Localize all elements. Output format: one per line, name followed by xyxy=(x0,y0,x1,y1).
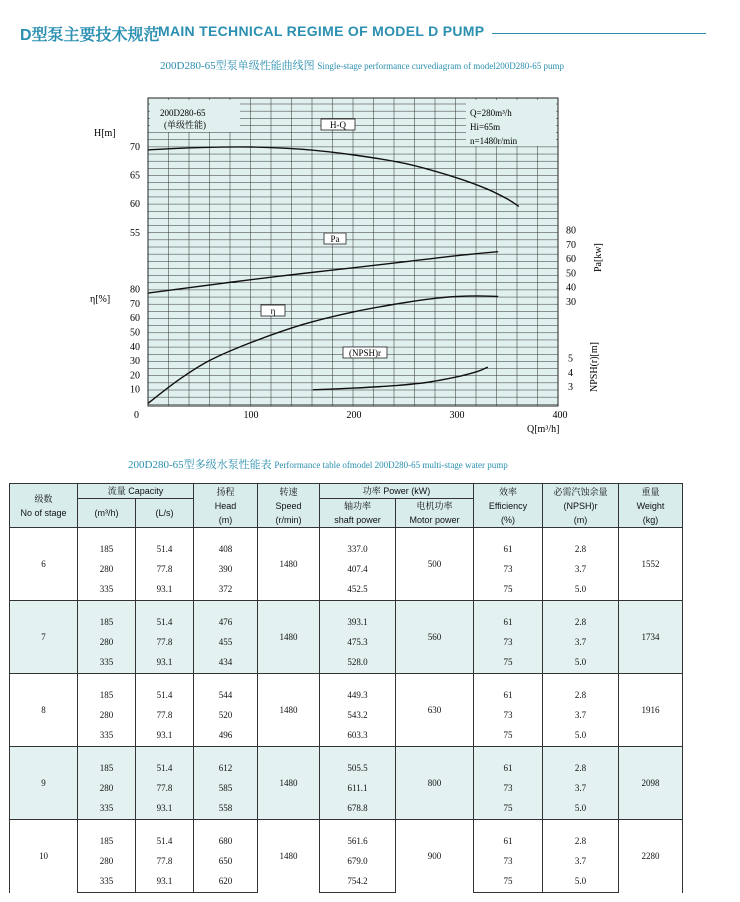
eta-tick-label: 50 xyxy=(130,327,140,339)
cell-shaft-power: 449.3 xyxy=(320,674,396,706)
npsh-tick-label: 5 xyxy=(568,353,573,365)
table-row xyxy=(10,528,683,560)
cell-capacity-ls: 51.4 xyxy=(136,747,194,779)
cell-capacity-ls: 77.8 xyxy=(136,705,194,725)
cell-efficiency: 75 xyxy=(474,871,543,893)
series-label-eta: η xyxy=(270,306,276,316)
eta-axis-ticks xyxy=(130,285,140,396)
cell-head: 476 xyxy=(194,601,258,633)
cell-capacity-m3h: 280 xyxy=(78,632,136,652)
cell-motor-power: 630 xyxy=(396,674,474,747)
cell-capacity-m3h: 185 xyxy=(78,528,136,560)
x-tick-label: 400 xyxy=(552,410,568,421)
cell-speed: 1480 xyxy=(258,528,320,601)
cell-npsh: 5.0 xyxy=(543,871,619,893)
cell-npsh: 2.8 xyxy=(543,528,619,560)
cell-stage: 10 xyxy=(10,820,78,893)
cell-head: 455 xyxy=(194,632,258,652)
x-tick-label: 100 xyxy=(243,410,259,421)
cell-capacity-m3h: 185 xyxy=(78,674,136,706)
cell-npsh: 3.7 xyxy=(543,851,619,871)
chart-box-right-line1: Q=280m³/h xyxy=(470,108,512,118)
cell-stage: 9 xyxy=(10,747,78,820)
cell-shaft-power: 561.6 xyxy=(320,820,396,852)
th-efficiency: 效率 Efficiency (%) xyxy=(474,484,543,528)
pa-tick-label: 70 xyxy=(566,239,576,251)
cell-efficiency: 61 xyxy=(474,747,543,779)
cell-capacity-ls: 51.4 xyxy=(136,528,194,560)
cell-capacity-m3h: 335 xyxy=(78,725,136,747)
h-axis-ticks xyxy=(130,142,140,239)
cell-capacity-ls: 93.1 xyxy=(136,652,194,674)
cell-head: 434 xyxy=(194,652,258,674)
cell-motor-power: 560 xyxy=(396,601,474,674)
table-caption-cn: 200D280-65型多级水泵性能表 xyxy=(128,459,272,471)
cell-efficiency: 73 xyxy=(474,632,543,652)
table-row xyxy=(10,871,683,893)
cell-efficiency: 73 xyxy=(474,851,543,871)
chart-box-right-line2: Hi=65m xyxy=(470,122,501,132)
cell-capacity-ls: 51.4 xyxy=(136,601,194,633)
table-row xyxy=(10,579,683,601)
table-row xyxy=(10,674,683,706)
th-head: 扬程 Head (m) xyxy=(194,484,258,528)
cell-shaft-power: 528.0 xyxy=(320,652,396,674)
eta-tick-label: 60 xyxy=(130,313,140,325)
cell-efficiency: 75 xyxy=(474,798,543,820)
cell-head: 544 xyxy=(194,674,258,706)
table-row xyxy=(10,705,683,725)
cell-capacity-m3h: 185 xyxy=(78,601,136,633)
cell-stage: 8 xyxy=(10,674,78,747)
h-tick-label: 60 xyxy=(130,199,140,211)
npsh-axis-ticks xyxy=(568,354,573,393)
cell-capacity-m3h: 280 xyxy=(78,851,136,871)
pa-axis-ticks xyxy=(566,226,576,309)
table-row xyxy=(10,820,683,852)
cell-head: 408 xyxy=(194,528,258,560)
cell-shaft-power: 407.4 xyxy=(320,559,396,579)
cell-shaft-power: 337.0 xyxy=(320,528,396,560)
series-label-hq: H-Q xyxy=(330,120,346,130)
cell-efficiency: 75 xyxy=(474,579,543,601)
cell-capacity-m3h: 280 xyxy=(78,705,136,725)
cell-speed: 1480 xyxy=(258,674,320,747)
cell-stage: 7 xyxy=(10,601,78,674)
th-stage: 级数 No of stage xyxy=(10,484,78,528)
pa-tick-label: 50 xyxy=(566,268,576,280)
npsh-tick-label: 4 xyxy=(568,367,573,379)
cell-capacity-m3h: 335 xyxy=(78,798,136,820)
series-label-npsh: (NPSH)r xyxy=(348,348,382,358)
cell-weight: 1734 xyxy=(619,601,683,674)
th-npsh: 必需汽蚀余量 (NPSH)r (m) xyxy=(543,484,619,528)
cell-shaft-power: 452.5 xyxy=(320,579,396,601)
cell-capacity-ls: 77.8 xyxy=(136,632,194,652)
cell-efficiency: 61 xyxy=(474,820,543,852)
cell-npsh: 5.0 xyxy=(543,725,619,747)
table-row xyxy=(10,652,683,674)
eta-tick-label: 80 xyxy=(130,284,140,296)
cell-efficiency: 73 xyxy=(474,778,543,798)
eta-tick-label: 40 xyxy=(130,341,140,353)
eta-tick-label: 10 xyxy=(130,384,140,396)
table-row xyxy=(10,601,683,633)
x-axis-ticks xyxy=(134,410,568,421)
cell-capacity-ls: 51.4 xyxy=(136,820,194,852)
cell-weight: 1552 xyxy=(619,528,683,601)
cell-capacity-m3h: 335 xyxy=(78,579,136,601)
cell-weight: 2098 xyxy=(619,747,683,820)
cell-head: 558 xyxy=(194,798,258,820)
cell-weight: 2280 xyxy=(619,820,683,893)
cell-capacity-ls: 93.1 xyxy=(136,871,194,893)
cell-stage: 6 xyxy=(10,528,78,601)
cell-head: 612 xyxy=(194,747,258,779)
chart-box-right-line3: n=1480r/min xyxy=(470,136,518,146)
cell-efficiency: 75 xyxy=(474,652,543,674)
cell-shaft-power: 543.2 xyxy=(320,705,396,725)
th-speed: 转速 Speed (r/min) xyxy=(258,484,320,528)
cell-capacity-m3h: 185 xyxy=(78,820,136,852)
chart-caption-en: Single-stage performance curvediagram of model200D280-65 pump xyxy=(317,61,565,71)
eta-axis-label: η[%] xyxy=(90,294,111,305)
pa-tick-label: 30 xyxy=(566,297,576,308)
cell-capacity-ls: 93.1 xyxy=(136,725,194,747)
th-capacity: 流量 Capacity xyxy=(78,484,194,499)
cell-efficiency: 75 xyxy=(474,725,543,747)
chart-caption-cn: 200D280-65型泵单级性能曲线图 xyxy=(160,60,315,72)
pa-tick-label: 80 xyxy=(566,225,576,237)
cell-shaft-power: 475.3 xyxy=(320,632,396,652)
cell-speed: 1480 xyxy=(258,820,320,893)
cell-npsh: 2.8 xyxy=(543,674,619,706)
cell-capacity-m3h: 335 xyxy=(78,652,136,674)
cell-efficiency: 73 xyxy=(474,705,543,725)
cell-npsh: 3.7 xyxy=(543,778,619,798)
cell-capacity-m3h: 335 xyxy=(78,871,136,893)
cell-npsh: 5.0 xyxy=(543,579,619,601)
x-axis-label: Q[m³/h] xyxy=(527,424,560,435)
cell-head: 650 xyxy=(194,851,258,871)
cell-capacity-m3h: 280 xyxy=(78,559,136,579)
cell-head: 372 xyxy=(194,579,258,601)
npsh-axis-label: NPSH(r)[m] xyxy=(589,342,600,392)
cell-capacity-ls: 51.4 xyxy=(136,674,194,706)
pa-tick-label: 40 xyxy=(566,282,576,294)
cell-head: 390 xyxy=(194,559,258,579)
header-title-cn: D型泵主要技术规范 xyxy=(20,27,160,44)
cell-capacity-m3h: 185 xyxy=(78,747,136,779)
eta-tick-label: 70 xyxy=(130,298,140,310)
cell-efficiency: 61 xyxy=(474,601,543,633)
npsh-tick-label: 3 xyxy=(568,382,573,393)
cell-shaft-power: 603.3 xyxy=(320,725,396,747)
cell-npsh: 3.7 xyxy=(543,559,619,579)
cell-shaft-power: 679.0 xyxy=(320,851,396,871)
h-tick-label: 70 xyxy=(130,142,140,153)
cell-efficiency: 73 xyxy=(474,559,543,579)
cell-shaft-power: 505.5 xyxy=(320,747,396,779)
cell-npsh: 3.7 xyxy=(543,632,619,652)
cell-capacity-m3h: 280 xyxy=(78,778,136,798)
table-header-row-1 xyxy=(10,484,683,499)
table-caption-en: Performance table ofmodel 200D280-65 multi-stage water pump xyxy=(274,460,508,470)
cell-motor-power: 500 xyxy=(396,528,474,601)
cell-capacity-ls: 77.8 xyxy=(136,559,194,579)
cell-capacity-ls: 77.8 xyxy=(136,778,194,798)
cell-head: 496 xyxy=(194,725,258,747)
cell-shaft-power: 678.8 xyxy=(320,798,396,820)
cell-capacity-ls: 93.1 xyxy=(136,579,194,601)
cell-npsh: 2.8 xyxy=(543,747,619,779)
table-caption xyxy=(128,456,508,472)
x-tick-label: 0 xyxy=(134,410,139,421)
cell-weight: 1916 xyxy=(619,674,683,747)
performance-chart xyxy=(0,0,740,450)
table-row xyxy=(10,798,683,820)
cell-npsh: 3.7 xyxy=(543,705,619,725)
cell-shaft-power: 611.1 xyxy=(320,778,396,798)
h-tick-label: 55 xyxy=(130,227,140,239)
cell-efficiency: 61 xyxy=(474,674,543,706)
pa-tick-label: 60 xyxy=(566,254,576,266)
x-tick-label: 200 xyxy=(346,410,362,421)
table-body xyxy=(10,528,683,893)
cell-capacity-ls: 77.8 xyxy=(136,851,194,871)
th-shaft-power: 轴功率 shaft power xyxy=(320,499,396,528)
cell-capacity-ls: 93.1 xyxy=(136,798,194,820)
cell-npsh: 5.0 xyxy=(543,798,619,820)
performance-table xyxy=(9,483,683,893)
cell-npsh: 5.0 xyxy=(543,652,619,674)
cell-motor-power: 800 xyxy=(396,747,474,820)
th-power: 功率 Power (kW) xyxy=(320,484,474,499)
cell-speed: 1480 xyxy=(258,601,320,674)
table-row xyxy=(10,725,683,747)
eta-tick-label: 30 xyxy=(130,356,140,368)
th-cap-m3h: (m³/h) xyxy=(78,499,136,528)
cell-head: 520 xyxy=(194,705,258,725)
cell-motor-power: 900 xyxy=(396,820,474,893)
th-motor-power: 电机功率 Motor power xyxy=(396,499,474,528)
cell-npsh: 2.8 xyxy=(543,820,619,852)
cell-speed: 1480 xyxy=(258,747,320,820)
table-row xyxy=(10,632,683,652)
table-row xyxy=(10,778,683,798)
cell-head: 680 xyxy=(194,820,258,852)
table-row xyxy=(10,747,683,779)
cell-shaft-power: 393.1 xyxy=(320,601,396,633)
table-row xyxy=(10,851,683,871)
th-weight: 重量 Weight (kg) xyxy=(619,484,683,528)
cell-head: 585 xyxy=(194,778,258,798)
th-cap-ls: (L/s) xyxy=(136,499,194,528)
cell-head: 620 xyxy=(194,871,258,893)
cell-efficiency: 61 xyxy=(474,528,543,560)
series-label-pa: Pa xyxy=(330,234,340,244)
h-tick-label: 65 xyxy=(130,170,140,182)
h-axis-label: H[m] xyxy=(94,128,116,139)
chart-box-left-line2: (单级性能) xyxy=(164,120,206,130)
cell-npsh: 2.8 xyxy=(543,601,619,633)
table-row xyxy=(10,559,683,579)
header-title-en: MAIN TECHNICAL REGIME OF MODEL D PUMP xyxy=(158,23,485,39)
eta-tick-label: 20 xyxy=(130,370,140,382)
x-tick-label: 300 xyxy=(449,410,465,421)
cell-shaft-power: 754.2 xyxy=(320,871,396,893)
chart-box-left-line1: 200D280-65 xyxy=(160,108,206,118)
pa-axis-label: Pa[kw] xyxy=(593,243,604,272)
